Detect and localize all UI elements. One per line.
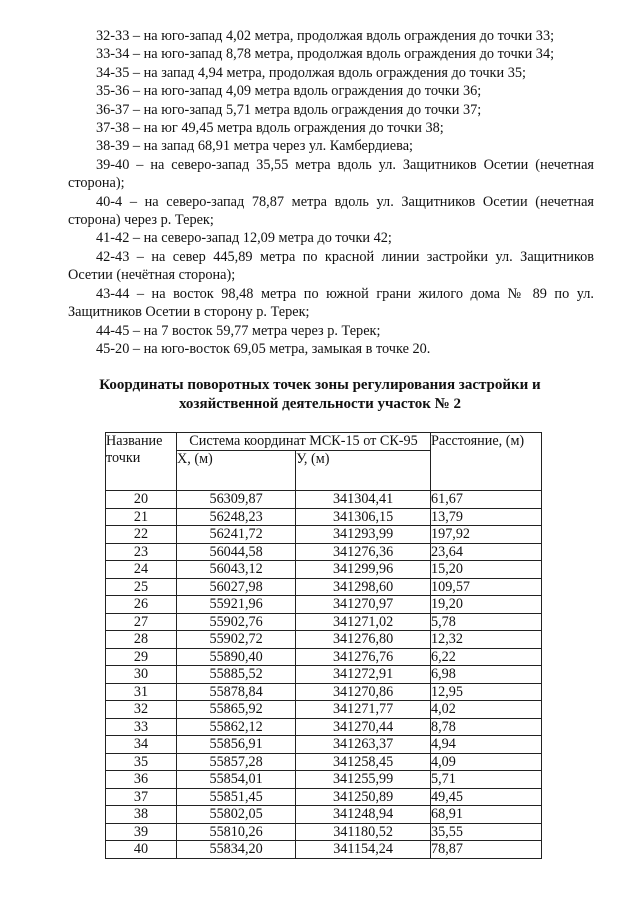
point-number-cell: 39 [106, 823, 177, 841]
distance-cell: 109,57 [431, 578, 542, 596]
point-number-cell: 36 [106, 771, 177, 789]
table-row [106, 736, 542, 754]
table-row [106, 526, 542, 544]
x-coordinate-cell: 55902,76 [177, 613, 296, 631]
x-coordinate-cell: 55902,72 [177, 631, 296, 649]
description-line: 35-36 – на юго-запад 4,09 метра вдоль ограждения до точки 36; [96, 83, 482, 100]
x-coordinate-cell: 55862,12 [177, 718, 296, 736]
point-number-cell: 30 [106, 666, 177, 684]
x-coordinate-cell: 55921,96 [177, 596, 296, 614]
point-number-cell: 32 [106, 701, 177, 719]
point-number-cell: 28 [106, 631, 177, 649]
point-number-cell: 40 [106, 841, 177, 859]
distance-cell: 68,91 [431, 806, 542, 824]
header-coordinate-system: Система координат МСК-15 от СК-95 [177, 433, 431, 451]
description-line: 45-20 – на юго-восток 69,05 метра, замыкая в точке 20. [96, 340, 431, 357]
x-coordinate-cell: 56043,12 [177, 561, 296, 579]
point-number-cell: 25 [106, 578, 177, 596]
table-row [106, 841, 542, 859]
distance-cell: 5,71 [431, 771, 542, 789]
y-coordinate-cell: 341258,45 [296, 753, 431, 771]
coordinates-table [105, 432, 542, 859]
distance-cell: 23,64 [431, 543, 542, 561]
table-row [106, 648, 542, 666]
y-coordinate-cell: 341276,36 [296, 543, 431, 561]
table-row [106, 508, 542, 526]
x-coordinate-cell: 55890,40 [177, 648, 296, 666]
section-title [90, 376, 550, 414]
distance-cell: 4,94 [431, 736, 542, 754]
table-row [106, 561, 542, 579]
table-row [106, 701, 542, 719]
description-line: 34-35 – на запад 4,94 метра, продолжая вдоль ограждения до точки 35; [96, 64, 526, 81]
table-header-row [106, 433, 542, 451]
table-row [106, 788, 542, 806]
point-number-cell: 35 [106, 753, 177, 771]
table-row [106, 771, 542, 789]
x-coordinate-cell: 56248,23 [177, 508, 296, 526]
y-coordinate-cell: 341255,99 [296, 771, 431, 789]
distance-cell: 49,45 [431, 788, 542, 806]
table-row [106, 666, 542, 684]
distance-cell: 78,87 [431, 841, 542, 859]
description-line: 42-43 – на север 445,89 метра по красной линии застройки ул. Защитников Осетии (нечётная сторона); [68, 248, 594, 284]
point-number-cell: 27 [106, 613, 177, 631]
section-title-line-2: хозяйственной деятельности участок № 2 [179, 396, 461, 412]
description-line: 33-34 – на юго-запад 8,78 метра, продолжая вдоль ограждения до точки 34; [96, 46, 555, 63]
table-row [106, 718, 542, 736]
header-point-name-line1: Название [106, 433, 163, 449]
description-line: 32-33 – на юго-запад 4,02 метра, продолжая вдоль ограждения до точки 33; [96, 28, 555, 44]
distance-cell: 197,92 [431, 526, 542, 544]
boundary-description [68, 27, 594, 358]
description-line: 41-42 – на северо-запад 12,09 метра до точки 42; [96, 230, 392, 247]
y-coordinate-cell: 341263,37 [296, 736, 431, 754]
table-row [106, 631, 542, 649]
point-number-cell: 31 [106, 683, 177, 701]
distance-cell: 6,98 [431, 666, 542, 684]
distance-cell: 61,67 [431, 491, 542, 509]
distance-cell: 12,95 [431, 683, 542, 701]
point-number-cell: 21 [106, 508, 177, 526]
point-number-cell: 20 [106, 491, 177, 509]
description-line: 39-40 – на северо-запад 35,55 метра вдоль ул. Защитников Осетии (нечетная сторона); [68, 156, 594, 192]
point-number-cell: 38 [106, 806, 177, 824]
distance-cell: 13,79 [431, 508, 542, 526]
point-number-cell: 34 [106, 736, 177, 754]
header-x: X, (м) [177, 451, 296, 491]
distance-cell: 12,32 [431, 631, 542, 649]
x-coordinate-cell: 55802,05 [177, 806, 296, 824]
x-coordinate-cell: 56044,58 [177, 543, 296, 561]
distance-cell: 19,20 [431, 596, 542, 614]
y-coordinate-cell: 341304,41 [296, 491, 431, 509]
point-number-cell: 37 [106, 788, 177, 806]
y-coordinate-cell: 341298,60 [296, 578, 431, 596]
x-coordinate-cell: 55865,92 [177, 701, 296, 719]
table-row [106, 543, 542, 561]
point-number-cell: 24 [106, 561, 177, 579]
table-row [106, 753, 542, 771]
x-coordinate-cell: 56241,72 [177, 526, 296, 544]
coordinates-table-body [106, 491, 542, 859]
y-coordinate-cell: 341271,77 [296, 701, 431, 719]
table-row [106, 806, 542, 824]
distance-cell: 15,20 [431, 561, 542, 579]
description-line: 38-39 – на запад 68,91 метра через ул. Камбердиева; [96, 138, 414, 155]
header-point-name-line2: точки [106, 450, 141, 466]
y-coordinate-cell: 341250,89 [296, 788, 431, 806]
x-coordinate-cell: 55810,26 [177, 823, 296, 841]
description-line: 36-37 – на юго-запад 5,71 метра вдоль ограждения до точки 37; [96, 101, 482, 118]
distance-cell: 5,78 [431, 613, 542, 631]
description-line: 43-44 – на восток 98,48 метра по южной грани жилого дома № 89 по ул. Защитников Осетии в сторону р. Терек; [68, 285, 594, 321]
table-row [106, 683, 542, 701]
point-number-cell: 29 [106, 648, 177, 666]
y-coordinate-cell: 341271,02 [296, 613, 431, 631]
y-coordinate-cell: 341270,44 [296, 718, 431, 736]
x-coordinate-cell: 55856,91 [177, 736, 296, 754]
y-coordinate-cell: 341154,24 [296, 841, 431, 859]
header-distance: Расстояние, (м) [431, 433, 542, 491]
header-y: У, (м) [296, 451, 431, 491]
distance-cell: 35,55 [431, 823, 542, 841]
y-coordinate-cell: 341299,96 [296, 561, 431, 579]
x-coordinate-cell: 56309,87 [177, 491, 296, 509]
point-number-cell: 23 [106, 543, 177, 561]
y-coordinate-cell: 341306,15 [296, 508, 431, 526]
point-number-cell: 22 [106, 526, 177, 544]
table-row [106, 823, 542, 841]
y-coordinate-cell: 341272,91 [296, 666, 431, 684]
x-coordinate-cell: 55834,20 [177, 841, 296, 859]
section-title-line-1: Координаты поворотных точек зоны регулирования застройки и [99, 377, 541, 393]
x-coordinate-cell: 55857,28 [177, 753, 296, 771]
y-coordinate-cell: 341293,99 [296, 526, 431, 544]
y-coordinate-cell: 341248,94 [296, 806, 431, 824]
table-row [106, 491, 542, 509]
distance-cell: 4,09 [431, 753, 542, 771]
distance-cell: 4,02 [431, 701, 542, 719]
table-row [106, 596, 542, 614]
table-row [106, 578, 542, 596]
description-line: 44-45 – на 7 восток 59,77 метра через р. Терек; [96, 322, 381, 339]
y-coordinate-cell: 341276,76 [296, 648, 431, 666]
x-coordinate-cell: 55885,52 [177, 666, 296, 684]
point-number-cell: 26 [106, 596, 177, 614]
y-coordinate-cell: 341270,97 [296, 596, 431, 614]
header-point-name [106, 433, 177, 491]
distance-cell: 8,78 [431, 718, 542, 736]
x-coordinate-cell: 56027,98 [177, 578, 296, 596]
distance-cell: 6,22 [431, 648, 542, 666]
point-number-cell: 33 [106, 718, 177, 736]
x-coordinate-cell: 55878,84 [177, 683, 296, 701]
y-coordinate-cell: 341276,80 [296, 631, 431, 649]
table-row [106, 613, 542, 631]
description-line: 37-38 – на юг 49,45 метра вдоль ограждения до точки 38; [96, 120, 444, 137]
description-line: 40-4 – на северо-запад 78,87 метра вдоль ул. Защитников Осетии (нечетная сторона) через р. Терек; [68, 193, 594, 229]
y-coordinate-cell: 341270,86 [296, 683, 431, 701]
x-coordinate-cell: 55851,45 [177, 788, 296, 806]
x-coordinate-cell: 55854,01 [177, 771, 296, 789]
y-coordinate-cell: 341180,52 [296, 823, 431, 841]
